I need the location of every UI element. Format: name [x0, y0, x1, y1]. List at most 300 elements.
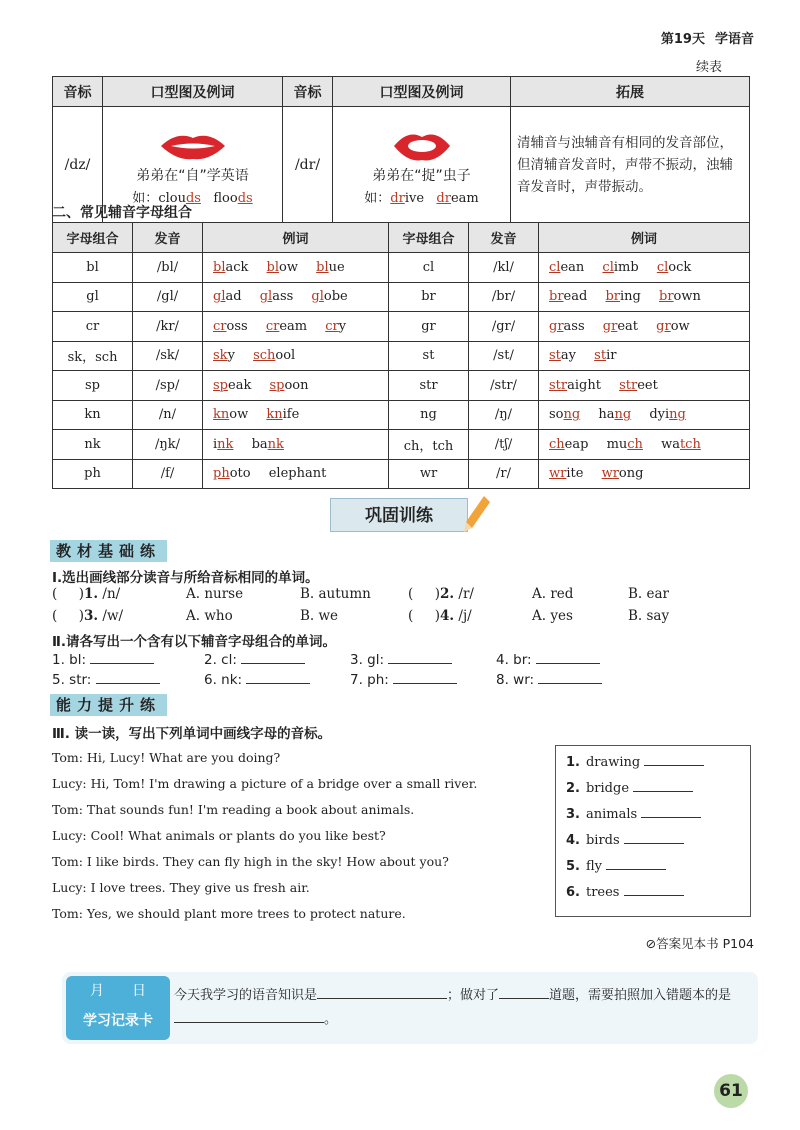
q2-label: 4. br: — [496, 652, 532, 668]
page-number: 61 — [714, 1074, 748, 1108]
q2-item[interactable] — [204, 672, 310, 688]
word-part: oss — [226, 318, 248, 334]
table-row — [53, 430, 750, 460]
answer-row[interactable] — [566, 754, 740, 780]
q1-opt: B. we — [300, 608, 339, 624]
word — [213, 289, 242, 304]
word — [549, 348, 576, 363]
card-blank[interactable] — [174, 1011, 324, 1023]
table-cell: /ŋ/ — [469, 400, 539, 430]
example-words — [539, 371, 750, 401]
card-t2: ；做对了 — [447, 988, 500, 1003]
answer-blank[interactable] — [606, 858, 666, 870]
example-words — [203, 253, 389, 283]
q2-item[interactable] — [52, 672, 160, 688]
dialogue-line: Lucy: Hi, Tom! I'm drawing a picture of a bridge over a small river. — [52, 776, 478, 791]
ex-prefix: 如： — [364, 191, 391, 206]
word-mark: sp — [213, 377, 228, 393]
word-part: ite — [566, 466, 584, 482]
table-cell: /gl/ — [133, 282, 203, 312]
example-words — [539, 400, 750, 430]
word-part: oto — [229, 466, 251, 482]
table-cell: wr — [389, 459, 469, 489]
expand-note: 清辅音与浊辅音有相同的发音部位，但清辅音发音时，声带不振动，浊辅音发音时，声带振动。 — [511, 107, 750, 223]
q2-item[interactable] — [52, 652, 154, 668]
answer-blank[interactable] — [96, 672, 160, 684]
answer-blank[interactable] — [633, 780, 693, 792]
th: 发音 — [133, 223, 203, 253]
answer-row[interactable] — [566, 780, 740, 806]
word — [213, 348, 235, 363]
dialogue-line: Tom: I like birds. They can fly high in the sky! How about you? — [52, 854, 449, 869]
word-part: ean — [560, 259, 585, 275]
word-mark: str — [619, 377, 638, 393]
answer-row[interactable] — [566, 806, 740, 832]
lips-icon — [159, 131, 227, 161]
q1-item: ( )3. /w/ — [52, 608, 124, 624]
word — [213, 378, 251, 393]
word-part: ing — [620, 289, 641, 305]
study-record-card — [62, 972, 758, 1044]
q1-opt: B. ear — [628, 586, 669, 602]
word-part: wa — [661, 436, 680, 452]
practice-banner: 巩固训练 — [330, 498, 468, 532]
word-part: ead — [563, 289, 588, 305]
word-part: oon — [284, 377, 309, 393]
word — [598, 407, 631, 422]
word — [266, 407, 299, 422]
word-mark: bl — [213, 259, 226, 275]
word-mark: ng — [563, 407, 581, 423]
word-part: ack — [225, 259, 249, 275]
ans-num: 2. — [566, 781, 580, 796]
word-mark: st — [594, 348, 607, 364]
table-cell: st — [389, 341, 469, 371]
word-mark: cr — [325, 318, 339, 334]
word-part: ad — [225, 289, 242, 305]
table-cell: cr — [53, 312, 133, 342]
table-cell: str — [389, 371, 469, 401]
word-mark: nk — [217, 436, 234, 452]
w: eam — [450, 191, 479, 206]
answer-row[interactable] — [566, 832, 740, 858]
q-sym: /n/ — [102, 586, 121, 602]
answer-blank[interactable] — [624, 832, 684, 844]
table-cell: sk，sch — [53, 341, 133, 371]
word-mark: cl — [656, 259, 669, 275]
ans-num: 6. — [566, 885, 580, 900]
table-cell: ng — [389, 400, 469, 430]
card-t3: 道题，需要拍照加入错题本的是 — [549, 988, 732, 1003]
ans-word: animals — [585, 807, 638, 822]
q2-label: 7. ph: — [350, 672, 389, 688]
day-label: 第19天 — [660, 32, 705, 47]
word-mark: sk — [213, 348, 228, 364]
tag-basic: 教材基础练 — [50, 540, 167, 562]
word-mark: gl — [259, 289, 273, 305]
word — [252, 437, 284, 452]
table-cell: br — [389, 282, 469, 312]
continued-label: 续表 — [695, 60, 722, 75]
q2-item[interactable] — [350, 652, 452, 668]
w-mark: dr — [390, 191, 405, 206]
word — [649, 407, 686, 422]
table-cell: gl — [53, 282, 133, 312]
ans-word: drawing — [585, 755, 641, 770]
word-part: ha — [598, 407, 615, 423]
word — [619, 378, 658, 393]
word-mark: ng — [669, 407, 686, 423]
word-part: ue — [328, 259, 345, 275]
example-words — [203, 282, 389, 312]
table-row — [53, 459, 750, 489]
example-words — [539, 253, 750, 283]
table-cell: kn — [53, 400, 133, 430]
word — [316, 260, 345, 275]
word-part: ow — [670, 318, 690, 334]
card-title: 学习记录卡 — [83, 1013, 153, 1029]
tag-advanced: 能力提升练 — [50, 694, 167, 716]
caption-dr: 弟弟在“捉”虫子 — [372, 168, 471, 184]
w: ive — [404, 191, 425, 206]
q2-item[interactable] — [350, 672, 457, 688]
answer-blank[interactable] — [624, 884, 684, 896]
topic-label: 学语音 — [714, 32, 754, 47]
q-num: 3. — [84, 608, 99, 624]
table-row — [53, 341, 750, 371]
word-part: aight — [567, 377, 601, 393]
word-part: ool — [275, 348, 296, 364]
example-words — [539, 430, 750, 460]
answer-row[interactable] — [566, 858, 740, 884]
q1-opt: A. nurse — [186, 586, 244, 602]
ans-num: 5. — [566, 859, 580, 874]
q-sym: /j/ — [458, 608, 472, 624]
card-date: 月 日 — [90, 983, 146, 999]
table-cell: /br/ — [469, 282, 539, 312]
q2-item[interactable] — [496, 652, 600, 668]
card-text — [174, 984, 734, 1032]
word-mark: str — [549, 377, 568, 393]
word — [269, 466, 327, 481]
th: 例词 — [539, 223, 750, 253]
answer-blank[interactable] — [388, 652, 452, 664]
ans-word: bridge — [585, 781, 630, 796]
table-cell: /kl/ — [469, 253, 539, 283]
word — [213, 407, 248, 422]
w: clou — [158, 191, 186, 206]
dialogue-line: Tom: That sounds fun! I'm reading a book about animals. — [52, 802, 415, 817]
answer-box — [555, 745, 751, 917]
word — [549, 437, 588, 452]
q2-item[interactable] — [496, 672, 602, 688]
word-mark: wr — [549, 466, 567, 482]
table-cell: /n/ — [133, 400, 203, 430]
answer-blank[interactable] — [393, 672, 457, 684]
word — [607, 437, 643, 452]
word-part: ock — [668, 259, 692, 275]
th: 口型图及例词 — [333, 77, 511, 107]
q2-label: 8. wr: — [496, 672, 535, 688]
word — [549, 378, 601, 393]
q1-opt: B. say — [628, 608, 670, 624]
q-num: 2. — [440, 586, 455, 602]
ex-prefix: 如： — [132, 191, 159, 206]
q3-title: Ⅲ. 读一读，写出下列单词中画线字母的音标。 — [52, 726, 332, 742]
card-t4: 。 — [324, 1012, 338, 1027]
word — [549, 319, 585, 334]
word-part: eak — [228, 377, 252, 393]
word-mark: sch — [253, 348, 276, 364]
th: 例词 — [203, 223, 389, 253]
table-cell: /sk/ — [133, 341, 203, 371]
q-sym: /w/ — [102, 608, 124, 624]
ans-num: 1. — [566, 755, 580, 770]
word-part: phant — [288, 466, 327, 482]
word-part: ass — [563, 318, 585, 334]
w: floo — [213, 191, 238, 206]
q2-label: 3. gl: — [350, 652, 385, 668]
word-part: ow — [229, 407, 249, 423]
example-words — [539, 341, 750, 371]
pencil-icon — [462, 494, 492, 534]
word-part: eam — [279, 318, 308, 334]
table-cell: /f/ — [133, 459, 203, 489]
q2-title: Ⅱ.请各写出一个含有以下辅音字母组合的单词。 — [52, 634, 337, 650]
word — [657, 260, 691, 275]
word — [602, 260, 638, 275]
word-mark: wr — [601, 466, 619, 482]
table-cell: bl — [53, 253, 133, 283]
q-sym: /r/ — [458, 586, 474, 602]
th: 拓展 — [511, 77, 750, 107]
table-cell: /st/ — [469, 341, 539, 371]
example-words — [203, 430, 389, 460]
word-mark: ph — [213, 466, 230, 482]
th: 口型图及例词 — [103, 77, 283, 107]
word-mark: gr — [602, 318, 618, 334]
table-cell: /str/ — [469, 371, 539, 401]
word — [311, 289, 347, 304]
word-mark: br — [549, 289, 564, 305]
table-row — [53, 282, 750, 312]
example-words — [203, 400, 389, 430]
example-words — [203, 459, 389, 489]
answer-blank[interactable] — [536, 652, 600, 664]
lips-icon — [388, 131, 456, 161]
word — [253, 348, 295, 363]
ref-text: 答案见本书 P104 — [656, 936, 754, 951]
answer-row[interactable] — [566, 884, 740, 910]
q2-item[interactable] — [204, 652, 305, 668]
word-part: obe — [323, 289, 348, 305]
table-row — [53, 253, 750, 283]
table-cell: nk — [53, 430, 133, 460]
example-words — [203, 371, 389, 401]
section2-title: 二、常见辅音字母组合 — [52, 205, 192, 221]
w-mark: dr — [436, 191, 451, 206]
word-mark: bl — [316, 259, 329, 275]
word-part: ife — [282, 407, 300, 423]
word — [549, 260, 584, 275]
link-icon: ⊘ — [645, 936, 657, 951]
word — [213, 437, 233, 452]
word-part: mu — [606, 436, 628, 452]
dialogue-line: Lucy: Cool! What animals or plants do you like best? — [52, 828, 386, 843]
ans-word: trees — [585, 885, 620, 900]
word — [213, 260, 248, 275]
word — [325, 319, 346, 334]
word-mark: br — [605, 289, 620, 305]
dialogue-line: Tom: Yes, we should plant more trees to protect nature. — [52, 906, 406, 921]
word — [603, 319, 638, 334]
word-part: ba — [251, 436, 268, 452]
page-header — [651, 28, 754, 47]
word — [213, 466, 251, 481]
ans-word: fly — [585, 859, 602, 874]
phonetic-table — [52, 76, 750, 223]
word-part: y — [227, 348, 235, 364]
q-num: 1. — [84, 586, 99, 602]
word-part: ay — [560, 348, 577, 364]
word-part: ir — [606, 348, 617, 364]
answer-blank[interactable] — [241, 652, 305, 664]
q2-label: 5. str: — [52, 672, 92, 688]
q1-item: ( )2. /r/ — [408, 586, 474, 602]
word — [549, 289, 587, 304]
word-mark: st — [549, 348, 561, 364]
dialogue-line: Tom: Hi, Lucy! What are you doing? — [52, 750, 281, 765]
answer-blank[interactable] — [246, 672, 310, 684]
word — [260, 289, 294, 304]
answer-blank[interactable] — [538, 672, 602, 684]
w-mark: ds — [237, 191, 253, 206]
th: 音标 — [53, 77, 103, 107]
q2-label: 6. nk: — [204, 672, 243, 688]
table-cell: sp — [53, 371, 133, 401]
word-part: ele — [268, 466, 289, 482]
word — [661, 437, 701, 452]
answer-blank[interactable] — [90, 652, 154, 664]
q1-opt: B. autumn — [300, 586, 371, 602]
table-row — [53, 400, 750, 430]
word-mark: gl — [311, 289, 324, 305]
table-cell: /kr/ — [133, 312, 203, 342]
word — [659, 289, 701, 304]
q1-item: ( )4. /j/ — [408, 608, 472, 624]
symbol-dz: /dz/ — [53, 107, 103, 223]
example-dr — [333, 187, 510, 206]
th: 音标 — [283, 77, 333, 107]
word-part: ong — [618, 466, 644, 482]
example-words — [539, 312, 750, 342]
card-blank[interactable] — [499, 987, 549, 999]
word-mark: ch — [627, 436, 643, 452]
symbol-dr: /dr/ — [283, 107, 333, 223]
example-words — [539, 459, 750, 489]
word — [549, 407, 580, 422]
answer-reference — [646, 934, 754, 952]
word-mark: cl — [602, 259, 614, 275]
word-part: ow — [279, 259, 298, 275]
caption-dz: 弟弟在“自”学英语 — [136, 168, 249, 184]
table-cell: /sp/ — [133, 371, 203, 401]
card-t1: 今天我学习的语音知识是 — [174, 988, 318, 1003]
q2-label: 2. cl: — [204, 652, 237, 668]
word-mark: nk — [267, 436, 284, 452]
word — [267, 260, 298, 275]
word-mark: gr — [656, 318, 671, 334]
word-mark: br — [659, 289, 674, 305]
word-part: i — [213, 436, 218, 452]
answer-blank[interactable] — [644, 754, 704, 766]
card-label — [66, 976, 170, 1040]
word-part: eap — [564, 436, 589, 452]
th: 发音 — [469, 223, 539, 253]
table-row — [53, 312, 750, 342]
word — [213, 319, 248, 334]
word-part: dyi — [649, 407, 670, 423]
example-words — [203, 341, 389, 371]
word-mark: tch — [679, 436, 701, 452]
word-part: eet — [637, 377, 658, 393]
word — [549, 466, 583, 481]
word-mark: sp — [269, 377, 285, 393]
table-cell: /bl/ — [133, 253, 203, 283]
ans-word: birds — [585, 833, 620, 848]
word-mark: gr — [549, 318, 564, 334]
table-cell: ch，tch — [389, 430, 469, 460]
word-part: eat — [617, 318, 638, 334]
table-cell: /tʃ/ — [469, 430, 539, 460]
dialogue-line: Lucy: I love trees. They give us fresh air. — [52, 880, 310, 895]
example-words — [539, 282, 750, 312]
word-mark: kn — [213, 407, 230, 423]
word-mark: gl — [213, 289, 226, 305]
table-cell: cl — [389, 253, 469, 283]
q-num: 4. — [440, 608, 455, 624]
word-part: ass — [272, 289, 294, 305]
word — [605, 289, 640, 304]
th: 字母组合 — [53, 223, 133, 253]
th: 字母组合 — [389, 223, 469, 253]
table-cell: ph — [53, 459, 133, 489]
word-mark: cl — [549, 259, 561, 275]
table-cell: /r/ — [469, 459, 539, 489]
word-part: so — [549, 407, 564, 423]
card-blank[interactable] — [317, 987, 447, 999]
word-mark: ng — [614, 407, 632, 423]
q1-opt: A. red — [532, 586, 574, 602]
answer-blank[interactable] — [641, 806, 701, 818]
word — [656, 319, 690, 334]
table-cell: /gr/ — [469, 312, 539, 342]
word-part: own — [673, 289, 701, 305]
word-mark: bl — [266, 259, 280, 275]
w-mark: ds — [185, 191, 201, 206]
table-cell: gr — [389, 312, 469, 342]
consonant-table — [52, 222, 750, 489]
word-mark: cr — [265, 318, 280, 334]
mouth-cell-dr — [333, 107, 511, 223]
word-part: y — [338, 318, 347, 334]
ans-num: 3. — [566, 807, 580, 822]
ans-num: 4. — [566, 833, 580, 848]
word-part: imb — [613, 259, 639, 275]
consonant-table-body — [53, 253, 750, 489]
word — [594, 348, 616, 363]
word — [269, 378, 308, 393]
